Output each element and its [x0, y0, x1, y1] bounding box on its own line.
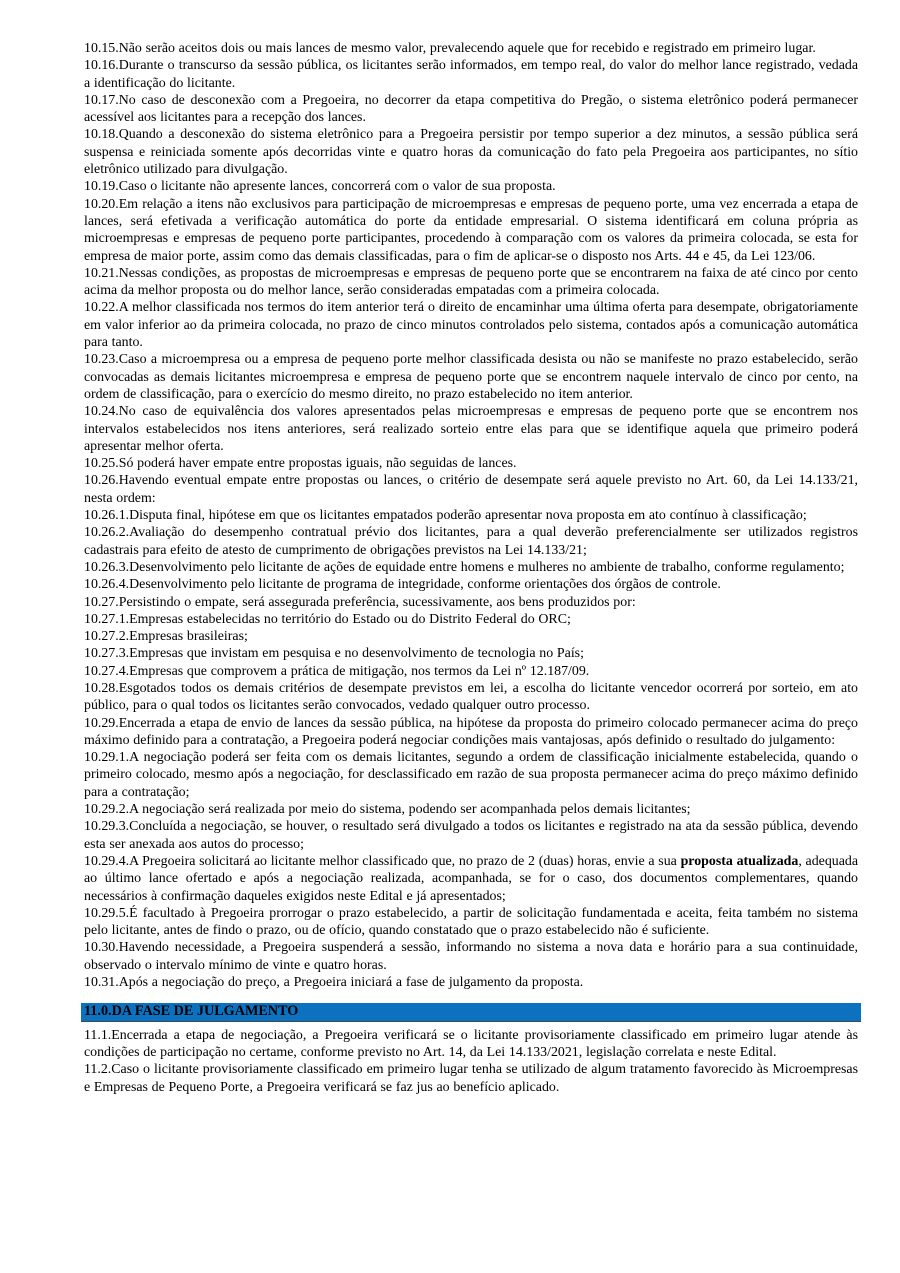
- text-run: 10.17.No caso de desconexão com a Pregoeira, no decorrer da etapa competitiva do Pregão, o sistema eletrônico poderá permanecer acessível aos licitantes para a recepção dos lances.: [84, 92, 858, 126]
- text-run: 10.25.Só poderá haver empate entre propostas iguais, não seguidas de lances.: [84, 456, 517, 472]
- text-run: 10.28.Esgotados todos os demais critérios de desempate previstos em lei, a escolha do licitante vencedor ocorrerá por sorteio, em ato público, para o qual todos os licitantes serão convocados, vedado qualquer outro processo.: [84, 680, 858, 714]
- paragraph-10-25: [84, 455, 858, 472]
- paragraph-10-29: [84, 715, 858, 750]
- paragraph-10-26-1: [84, 507, 858, 524]
- text-run: 10.26.3.Desenvolvimento pelo licitante de ações de equidade entre homens e mulheres no ambiente de trabalho, conforme regulamento;: [84, 559, 845, 575]
- paragraph-10-27-3: [84, 645, 858, 662]
- paragraph-10-21: [84, 265, 858, 300]
- paragraph-10-18: [84, 126, 858, 178]
- paragraph-10-29-1: [84, 749, 858, 801]
- document-content: [84, 40, 858, 1096]
- paragraph-10-31: [84, 974, 858, 991]
- text-run: 10.29.Encerrada a etapa de envio de lances da sessão pública, na hipótese da proposta do primeiro colocado permanecer acima do preço máximo definido para a contratação, a Pregoeira poderá negociar condições mais vantajosas, após definido o resultado do julgamento:: [84, 715, 858, 748]
- text-run: 10.27.2.Empresas brasileiras;: [84, 629, 248, 645]
- text-run: 10.24.No caso de equivalência dos valores apresentados pelas microempresas e empresas de pequeno porte que se encontrem nos intervalos estabelecidos nos itens anteriores, será realizado sorteio entre elas para que se identifique aquela que primeiro poderá apresentar melhor oferta.: [84, 404, 858, 454]
- paragraph-10-27-2: [84, 628, 858, 645]
- text-run: 10.27.1.Empresas estabelecidas no território do Estado ou do Distrito Federal do ORC;: [84, 611, 571, 627]
- text-run: 10.29.2.A negociação será realizada por meio do sistema, podendo ser acompanhada pelos demais licitantes;: [84, 802, 691, 818]
- text-run: 10.29.1.A negociação poderá ser feita com os demais licitantes, segundo a ordem de classificação inicialmente estabelecida, quando o primeiro colocado, mesmo após a negociação, for desclassificado em razão de sua proposta permanecer acima do preço máximo definido para a contratação;: [84, 750, 858, 800]
- paragraph-10-27: [84, 594, 858, 611]
- text-run: 10.26.Havendo eventual empate entre propostas ou lances, o critério de desempate será aquele previsto no Art. 60, da Lei 14.133/21, nesta ordem:: [84, 473, 858, 506]
- paragraph-10-22: [84, 299, 858, 351]
- text-run: 10.26.4.Desenvolvimento pelo licitante de programa de integridade, conforme orientações dos órgãos de controle.: [84, 577, 721, 593]
- paragraph-10-16: [84, 57, 858, 92]
- paragraph-11-1: [84, 1027, 858, 1062]
- paragraph-10-26-4: [84, 576, 858, 593]
- paragraph-10-24: [84, 403, 858, 455]
- bold-text: proposta atualizada: [680, 853, 799, 869]
- paragraph-10-17: [84, 92, 858, 127]
- paragraph-10-15: [84, 40, 858, 57]
- text-run: 10.30.Havendo necessidade, a Pregoeira suspenderá a sessão, informando no sistema a nova data e horário para a sua continuidade, observado o intervalo mínimo de vinte e quatro horas.: [84, 940, 858, 973]
- text-run: 11.1.Encerrada a etapa de negociação, a Pregoeira verificará se o licitante provisoriamente classificado em primeiro lugar atende às condições de participação no certame, conforme previsto no Art. 14, da Lei 14.133/2021, legislação correlata e neste Edital.: [84, 1027, 858, 1061]
- text-run: 10.31.Após a negociação do preço, a Pregoeira iniciará a fase de julgamento da proposta.: [84, 975, 584, 991]
- paragraph-10-29-5: [84, 905, 858, 940]
- text-run: 10.19.Caso o licitante não apresente lances, concorrerá com o valor de sua proposta.: [84, 179, 556, 195]
- text-run: 10.29.4.A Pregoeira solicitará ao licitante melhor classificado que, no prazo de 2 (duas) horas, envie a sua: [84, 853, 681, 869]
- section-11-header-label: 11.0.DA FASE DE JULGAMENTO: [84, 1003, 299, 1020]
- paragraph-10-28: [84, 680, 858, 715]
- section-11-clauses: [84, 1027, 858, 1096]
- paragraph-10-20: [84, 196, 858, 265]
- paragraph-10-27-4: [84, 663, 858, 680]
- text-run: 10.26.2.Avaliação do desempenho contratual prévio dos licitantes, para a qual deverão preferencialmente ser utilizados registros cadastrais para efeito de atesto de cumprimento de obrigações previstos na Lei 14.133/21;: [84, 525, 858, 558]
- text-run: 10.27.Persistindo o empate, será assegurada preferência, sucessivamente, aos bens produzidos por:: [84, 594, 636, 610]
- text-run: 10.23.Caso a microempresa ou a empresa de pequeno porte melhor classificada desista ou não se manifeste no prazo estabelecido, serão convocadas as demais licitantes microempresa e empresa de pequeno porte que se encontrem naquele intervalo de cinco por cento, na ordem de classificação, para o exercício do mesmo direito, no prazo estabelecido no item anterior.: [84, 352, 858, 402]
- section-10-clauses: [84, 40, 858, 991]
- text-run: 11.2.Caso o licitante provisoriamente classificado em primeiro lugar tenha se utilizado de algum tratamento favorecido às Microempresas e Empresas de Pequeno Porte, a Pregoeira verificará se faz jus ao benefício aplicado.: [84, 1062, 858, 1095]
- text-run: 10.27.4.Empresas que comprovem a prática de mitigação, nos termos da Lei nº 12.187/09.: [84, 663, 590, 679]
- text-run: 10.20.Em relação a itens não exclusivos para participação de microempresas e empresas de pequeno porte, uma vez encerrada a etapa de lances, será efetivada a verificação automática do porte da entidade empresarial. O sistema identificará em coluna própria as microempresas e empresas de pequeno porte participantes, procedendo à comparação com os valores da primeira colocada, se esta for empresa de maior porte, assim como das demais classificadas, para o fim de aplicar-se o disposto nos Arts. 44 e 45, da Lei 123/06.: [84, 196, 858, 264]
- text-run: 10.26.1.Disputa final, hipótese em que os licitantes empatados poderão apresentar nova proposta em ato contínuo à classificação;: [84, 508, 807, 524]
- paragraph-10-27-1: [84, 611, 858, 628]
- text-run: 10.29.3.Concluída a negociação, se houver, o resultado será divulgado a todos os licitantes e registrado na ata da sessão pública, devendo esta ser anexada aos autos do processo;: [84, 819, 858, 852]
- text-run: 10.16.Durante o transcurso da sessão pública, os licitantes serão informados, em tempo real, do valor do melhor lance registrado, vedada a identificação do licitante.: [84, 58, 858, 91]
- paragraph-10-26-2: [84, 524, 858, 559]
- text-run: 10.18.Quando a desconexão do sistema eletrônico para a Pregoeira persistir por tempo superior a dez minutos, a sessão pública será suspensa e reiniciada somente após decorridas vinte e quatro horas da comunicação do fato pela Pregoeira aos participantes, no sítio eletrônico utilizado para divulgação.: [84, 127, 858, 178]
- paragraph-10-29-2: [84, 801, 858, 818]
- text-run: 10.22.A melhor classificada nos termos do item anterior terá o direito de encaminhar uma última oferta para desempate, obrigatoriamente em valor inferior ao da primeira colocada, no prazo de cinco minutos controlados pelo sistema, contados após a comunicação automática para tanto.: [84, 300, 858, 351]
- text-run: 10.27.3.Empresas que invistam em pesquisa e no desenvolvimento de tecnologia no País;: [84, 646, 584, 662]
- text-run: 10.21.Nessas condições, as propostas de microempresas e empresas de pequeno porte que se encontrarem na faixa de até cinco por cento acima da melhor proposta ou do melhor lance, serão consideradas empatadas com a primeira colocada.: [84, 265, 858, 299]
- paragraph-11-2: [84, 1061, 858, 1096]
- paragraph-10-29-4: [84, 853, 858, 905]
- paragraph-10-29-3: [84, 818, 858, 853]
- text-run: 10.15.Não serão aceitos dois ou mais lances de mesmo valor, prevalecendo aquele que for recebido e registrado em primeiro lugar.: [84, 41, 816, 56]
- paragraph-10-19: [84, 178, 858, 195]
- paragraph-10-30: [84, 939, 858, 974]
- text-run: 10.29.5.É facultado à Pregoeira prorrogar o prazo estabelecido, a partir de solicitação fundamentada e aceita, feita também no sistema pelo licitante, antes de findo o prazo, ou de ofício, quando constatado que o prazo estabelecido não é suficiente.: [84, 905, 858, 939]
- paragraph-10-23: [84, 351, 858, 403]
- paragraph-10-26-3: [84, 559, 858, 576]
- text-run: , adequada ao último lance ofertado e após a negociação realizada, acompanhada, se for o caso, dos documentos complementares, quando necessários à confirmação daqueles exigidos neste Edital e já apresentados;: [84, 853, 858, 904]
- section-11-header: [81, 1003, 861, 1021]
- paragraph-10-26: [84, 472, 858, 507]
